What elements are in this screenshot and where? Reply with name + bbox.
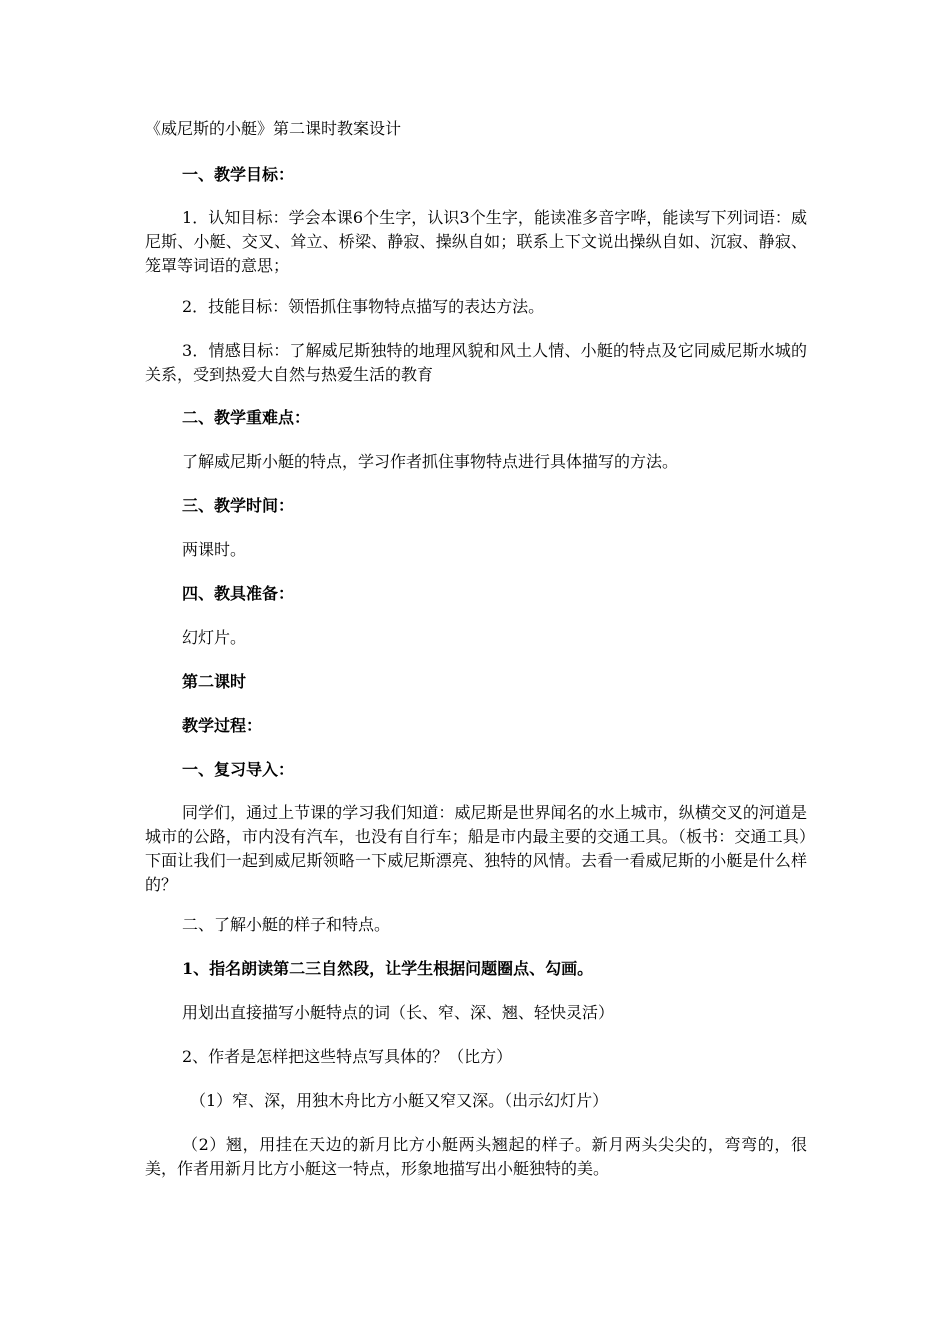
step-2: 2、作者是怎样把这些特点写具体的？（比方） (182, 1047, 513, 1066)
section-2-heading: 二、了解小艇的样子和特点。 (182, 915, 391, 934)
aids-text: 幻灯片。 (182, 628, 247, 647)
objective-2: 2．技能目标：领悟抓住事物特点描写的表达方法。 (182, 297, 545, 316)
step-1-detail: 用划出直接描写小艇特点的词（长、窄、深、翘、轻快灵活） (182, 1003, 615, 1022)
time-heading: 三、教学时间： (182, 496, 295, 515)
objective-3: 3．情感目标：了解威尼斯独特的地理风貌和风土人情、小艇的特点及它同威尼斯水城的关系，受到热爱大自然与热爱生活的教育 (145, 341, 807, 384)
step-2-b: （2）翘，用挂在天边的新月比方小艇两头翘起的样子。新月两头尖尖的，弯弯的，很美，作者用新月比方小艇这一特点，形象地描写出小艇独特的美。 (145, 1135, 807, 1178)
review-text: 同学们，通过上节课的学习我们知道：威尼斯是世界闻名的水上城市，纵横交叉的河道是城市的公路，市内没有汽车，也没有自行车；船是市内最主要的交通工具。（板书：交通工具）下面让我们一起到威尼斯领略一下威尼斯漂亮、独特的风情。去看一看威尼斯的小艇是什么样的？ (145, 803, 807, 894)
key-points-text: 了解威尼斯小艇的特点，学习作者抓住事物特点进行具体描写的方法。 (182, 452, 679, 471)
time-text: 两课时。 (182, 540, 247, 559)
key-points-heading: 二、教学重难点： (182, 408, 311, 427)
review-heading: 一、复习导入： (182, 760, 295, 779)
objectives-heading: 一、教学目标： (182, 165, 295, 184)
objective-1: 1．认知目标：学会本课6个生字，认识3个生字，能读准多音字哗，能读写下列词语：威尼斯、小艇、交叉、耸立、桥梁、静寂、操纵自如；联系上下文说出操纵自如、沉寂、静寂、笼罩等词语的意思； (145, 208, 807, 275)
process-heading: 教学过程： (182, 716, 263, 735)
step-1: 1、指名朗读第二三自然段，让学生根据问题圈点、勾画。 (182, 959, 594, 978)
document-title: 《威尼斯的小艇》第二课时教案设计 (145, 119, 402, 138)
step-2-a: （1）窄、深，用独木舟比方小艇又窄又深。（出示幻灯片） (190, 1091, 609, 1110)
aids-heading: 四、教具准备： (182, 584, 295, 603)
lesson-heading: 第二课时 (182, 672, 247, 691)
